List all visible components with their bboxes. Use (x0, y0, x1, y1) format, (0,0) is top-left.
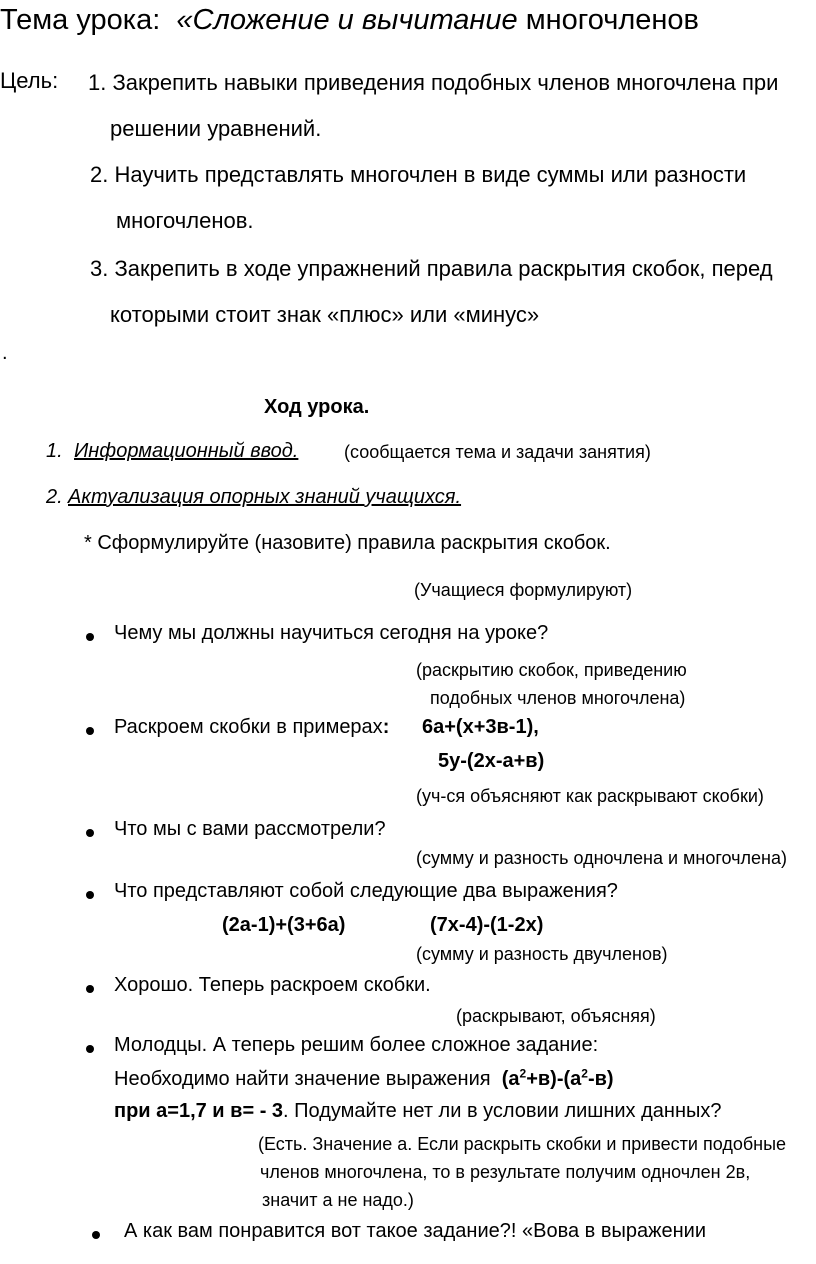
question-6-line-3 (114, 1100, 721, 1123)
stray-dot: . (2, 342, 8, 364)
question-4: Что представляют собой следующие два выражения? (114, 880, 618, 902)
question-5-note-text: (раскрывают, объясняя (456, 1006, 650, 1026)
goal-1-line-2: решении уравнений. (110, 116, 322, 141)
bullet-icon (86, 727, 94, 735)
goal-2-line-1: 2. Научить представлять многочлен в виде суммы или разности (90, 162, 747, 187)
question-2 (114, 716, 389, 739)
title-prefix: Тема урока: (0, 4, 161, 36)
expression-3: (2а-1)+(3+6а) (222, 914, 346, 936)
bullet-icon (92, 1231, 100, 1239)
section-2-title: Актуализация опорных знаний учащихся. (68, 486, 462, 508)
section-1-note: (сообщается тема и задачи занятия) (344, 442, 651, 462)
section-1-title: Информационный ввод. (74, 440, 299, 462)
question-4-note: (сумму и разность двучленов) (416, 944, 668, 964)
section-1-number: 1. (46, 440, 63, 462)
question-7: А как вам понравится вот такое задание?! «Вова в выражении (124, 1220, 706, 1242)
expression-5: $(а^2+в)-(а^2-в)$ (501, 1066, 614, 1090)
goal-3-line-2: которыми стоит знак «плюс» или «минус» (110, 302, 540, 327)
lesson-heading: Ход урока. (264, 396, 370, 418)
question-3-note: (сумму и разность одночлена и многочлена) (416, 848, 787, 868)
question-1: Чему мы должны научиться сегодня на уроке? (114, 622, 549, 644)
question-5-note (456, 1006, 656, 1027)
title-suffix: многочленов (525, 4, 699, 36)
question-6-values: при а=1,7 и в= - 3 (114, 1100, 284, 1122)
title-italic: «Сложение и вычитание (176, 4, 518, 36)
section-2-number: 2. (46, 486, 63, 508)
question-6-line-1: Молодцы. А теперь решим более сложное задание: (114, 1034, 599, 1056)
expression-4: (7х-4)-(1-2х) (430, 914, 544, 936)
question-6-line-2 (114, 1068, 614, 1091)
question-5-note-end: ) (649, 1006, 656, 1026)
question-6-text: Необходимо найти значение выражения (114, 1068, 491, 1090)
question-1-note-1: (раскрытию скобок, приведению (416, 660, 687, 680)
star-item: * Сформулируйте (назовите) правила раскрытия скобок. (84, 532, 611, 554)
bullet-icon (86, 633, 94, 641)
question-5: Хорошо. Теперь раскроем скобки. (114, 974, 431, 996)
expression-2: 5у-(2х-а+в) (438, 750, 545, 772)
question-2-colon: : (382, 716, 390, 738)
page-title (0, 4, 699, 37)
question-6-note-2: членов многочлена, то в результате получим одночлен 2в, (260, 1162, 751, 1182)
question-2-text: Раскроем скобки в примерах (114, 716, 383, 738)
star-note: (Учащиеся формулируют) (414, 580, 633, 600)
bullet-icon (86, 1045, 94, 1053)
bullet-icon (86, 985, 94, 993)
question-6-note-1: (Есть. Значение а. Если раскрыть скобки и привести подобные (258, 1134, 787, 1154)
question-6-question: . Подумайте нет ли в условии лишних данных? (283, 1100, 722, 1122)
question-6-note-3: значит а не надо.) (262, 1190, 414, 1210)
question-2-note: (уч-ся объясняют как раскрывают скобки) (416, 786, 764, 806)
goals-label: Цель: (0, 68, 59, 93)
expression-1: 6а+(х+3в-1), (422, 716, 539, 738)
goal-1-line-1: 1. Закрепить навыки приведения подобных членов многочлена при (88, 70, 779, 95)
goal-3-line-1: 3. Закрепить в ходе упражнений правила раскрытия скобок, перед (90, 256, 773, 281)
bullet-icon (86, 829, 94, 837)
goal-2-line-2: многочленов. (116, 208, 254, 233)
bullet-icon (86, 891, 94, 899)
question-1-note-2: подобных членов многочлена) (430, 688, 686, 708)
question-3: Что мы с вами рассмотрели? (114, 818, 386, 840)
